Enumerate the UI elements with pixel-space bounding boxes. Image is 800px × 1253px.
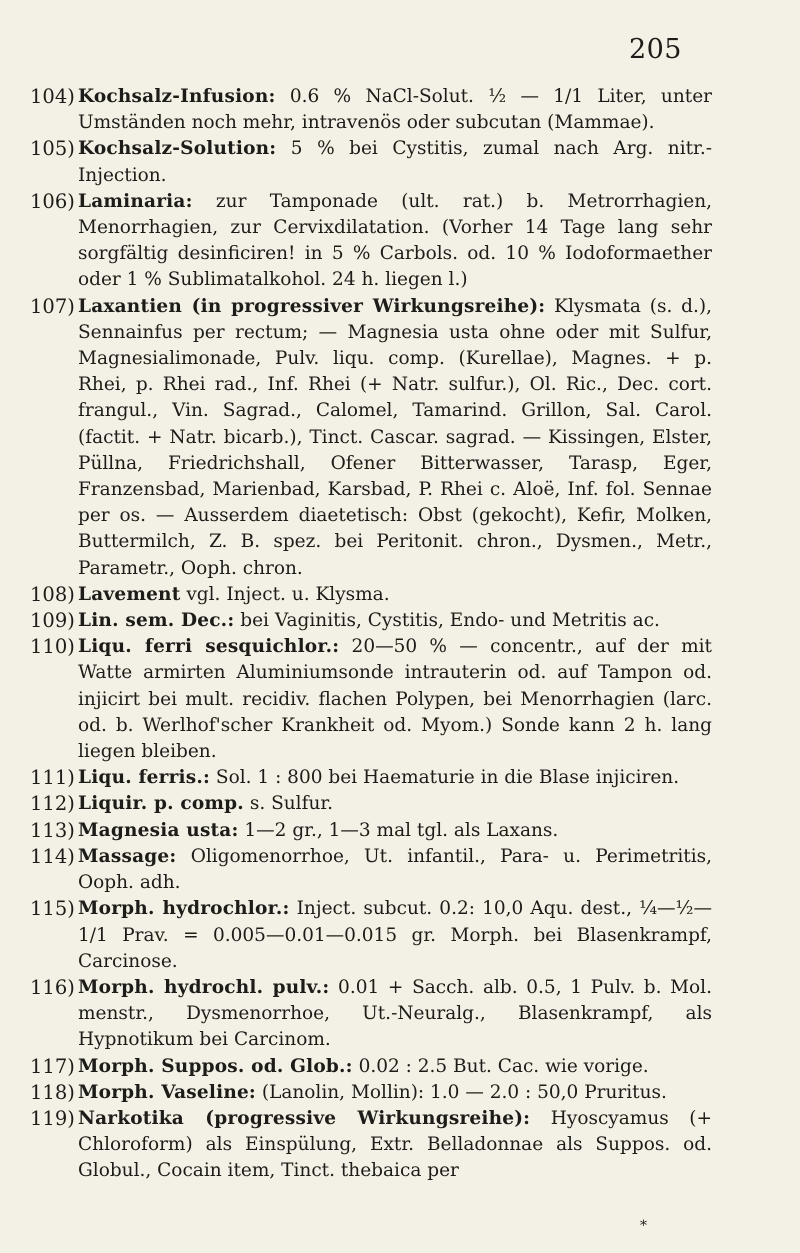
entry-body: s. Sulfur. (243, 793, 334, 815)
entry-number: 106) (30, 189, 75, 213)
entry-body: Oligomenorrhoe, Ut. infantil., Para- u. Perimetritis, Ooph. adh. (78, 845, 712, 894)
entry-text (78, 294, 712, 582)
entry-text (78, 634, 712, 765)
entry-body: 1—2 gr., 1—3 mal tgl. als Laxans. (238, 819, 559, 841)
entry-text (78, 84, 712, 136)
entry (30, 1054, 712, 1080)
entry-body: bei Vaginitis, Cystitis, Endo- und Metritis ac. (234, 610, 660, 632)
entry-heading: Narkotika (progressive Wirkungsreihe): (78, 1107, 531, 1129)
entry (30, 765, 712, 791)
entry-body: Klysmata (s. d.), Sennainfus per rectum; — Magnesia usta ohne oder mit Sulfur, Magnesialimonade, Pulv. liqu. comp. (Kurellae), Magnes. + p. Rhei, p. Rhei rad., Inf. Rhei (+ Natr. sulfur.), Ol. Ric., Dec. cort. frangul., Vin. Sagrad., Calomel, Tamarind. Grillon, Sal. Carol. (factit. + Natr. bicarb.), Tinct. Cascar. sagrad. — Kissingen, Elster, Püllna, Friedrichshall, Ofener Bitterwasser, Tarasp, Eger, Franzensbad, Marienbad, Karsbad, P. Rhei c. Aloë, Inf. fol. Sennae per os. — Ausserdem diaetetisch: Obst (gekocht), Kefir, Molken, Buttermilch, Z. B. spez. bei Peritonit. chron., Dysmen., Metr., Parametr., Ooph. chron. (78, 295, 713, 579)
entry-text (78, 975, 712, 1054)
entry-heading: Kochsalz-Infusion: (78, 86, 276, 107)
entry (30, 136, 712, 188)
entry-text (78, 189, 712, 294)
entry (30, 189, 712, 294)
entry (30, 84, 712, 136)
entry-heading: Morph. Suppos. od. Glob.: (78, 1055, 353, 1077)
entry-body: zur Tamponade (ult. rat.) b. Metrorrhagien, Menorrhagien, zur Cervixdilatation. (Vorher 14 Tage lang sehr sorgfältig desinficiren! in 5 % Carbols. od. 10 % Iodoformaether oder 1 % Sublimatalkohol. 24 h. liegen l.) (78, 190, 712, 291)
entry-number: 116) (30, 975, 75, 999)
entry-number: 111) (30, 766, 75, 790)
entry-text (78, 1054, 712, 1080)
entry-number: 108) (30, 582, 75, 606)
entry-heading: Morph. hydrochlor.: (78, 898, 290, 920)
entry (30, 818, 712, 844)
entry-number: 105) (30, 137, 75, 161)
entry-text (78, 1080, 712, 1106)
entry-body: 5 % bei Cystitis, zumal nach Arg. nitr.-Injection. (78, 138, 712, 186)
entry-text (78, 844, 712, 896)
entry-text (78, 896, 712, 975)
entry (30, 844, 712, 896)
entry (30, 582, 712, 608)
entry-text (78, 136, 712, 188)
entry-heading: Massage: (78, 845, 177, 867)
entry-body: 0.6 % NaCl-Solut. ½ — 1/1 Liter, unter Umständen noch mehr, intravenös oder subcutan (Mammae). (78, 86, 712, 134)
entry-number: 118) (30, 1080, 75, 1104)
entry-text (78, 582, 712, 608)
entry-heading: Lin. sem. Dec.: (78, 610, 235, 632)
entry-list (30, 84, 712, 1185)
entry-heading: Liqu. ferri sesquichlor.: (78, 636, 340, 658)
entry-body: 20—50 % — concentr., auf der mit Watte armirten Aluminiumsonde intrauterin od. auf Tampon od. injicirt bei mult. recidiv. flachen Polypen, bei Menorrhagien (larc. od. b. Werlhof'scher Krankheit od. Myom.) Sonde kann 2 h. lang liegen bleiben. (78, 636, 712, 763)
entry-number: 109) (30, 609, 75, 633)
entry-body: 0.02 : 2.5 But. Cac. wie vorige. (352, 1055, 649, 1077)
entry (30, 896, 712, 975)
footer-mark: * (640, 1218, 647, 1234)
entry-number: 107) (30, 294, 75, 318)
entry (30, 1106, 712, 1185)
entry (30, 608, 712, 634)
entry-body: Inject. subcut. 0.2: 10,0 Aqu. dest., ¼—½—1/1 Prav. = 0.005—0.01—0.015 gr. Morph. bei Blasenkrampf, Carcinose. (78, 898, 712, 972)
entry-number: 119) (30, 1106, 75, 1130)
entry-number: 110) (30, 635, 75, 659)
entry (30, 975, 712, 1054)
entry-heading: Morph. Vaseline: (78, 1081, 256, 1103)
entry-heading: Kochsalz-Solution: (78, 138, 277, 160)
entry-number: 104) (30, 85, 75, 108)
entry-text (78, 818, 712, 844)
entry-number: 112) (30, 792, 75, 816)
entry-body: 0.01 + Sacch. alb. 0.5, 1 Pulv. b. Mol. menstr., Dysmenorrhoe, Ut.-Neuralg., Blasenkrampf, als Hypnotikum bei Carcinom. (78, 976, 712, 1051)
entry-body: (Lanolin, Mollin): 1.0 — 2.0 : 50,0 Pruritus. (255, 1081, 667, 1103)
entry-heading: Liqu. ferris.: (78, 767, 211, 789)
entry (30, 1080, 712, 1106)
entry (30, 294, 712, 582)
entry-heading: Liquir. p. comp. (78, 793, 244, 815)
entry-number: 113) (30, 818, 75, 842)
entry-heading: Magnesia usta: (78, 819, 239, 841)
entry-text (78, 608, 712, 634)
entry-number: 117) (30, 1054, 75, 1078)
entry-body: Hyoscyamus (+ Chloroform) als Einspülung, Extr. Belladonnae als Suppos. od. Globul., Cocain item, Tinct. thebaica per (78, 1107, 712, 1182)
entry-heading: Laminaria: (78, 190, 193, 212)
entry-heading: Morph. hydrochl. pulv.: (78, 976, 330, 998)
entry-heading: Laxantien (in progressiver Wirkungsreihe): (78, 295, 546, 317)
entry-text (78, 791, 712, 817)
page-number: 205 (628, 34, 682, 65)
entry-body: vgl. Inject. u. Klysma. (180, 583, 390, 605)
entry (30, 634, 712, 765)
entry-number: 115) (30, 897, 75, 921)
entry-text (78, 765, 712, 791)
entry (30, 791, 712, 817)
entry-text (78, 1106, 712, 1185)
entry-heading: Lavement (78, 583, 181, 605)
entry-body: Sol. 1 : 800 bei Haematurie in die Blase injiciren. (210, 767, 680, 789)
entry-number: 114) (30, 844, 75, 868)
